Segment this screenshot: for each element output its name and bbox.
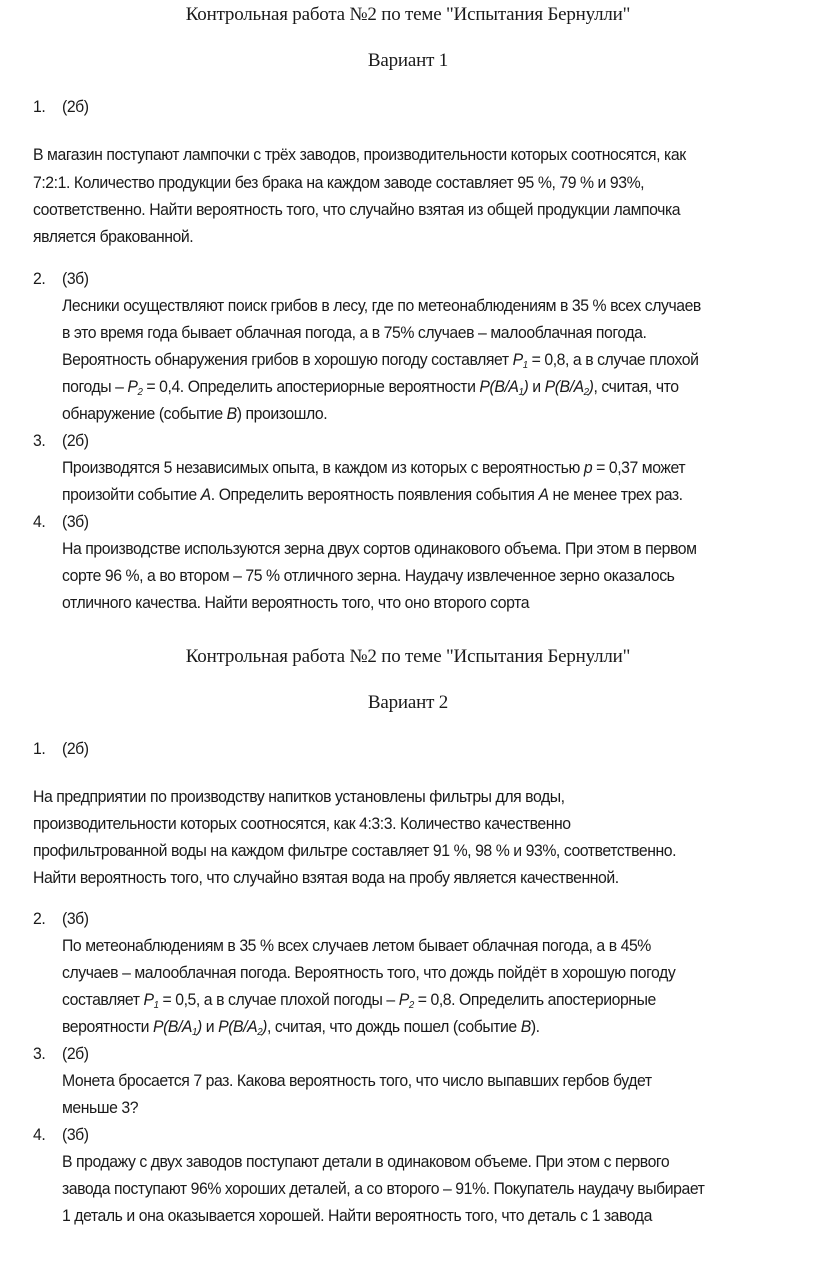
text-span: = 0,5, а в случае плохой погоды – — [158, 991, 399, 1009]
text-span: произойти событие — [62, 486, 201, 504]
text-span: = 0,8, а в случае плохой — [527, 351, 699, 369]
task-text-line — [62, 378, 679, 398]
document-heading: Контрольная работа №2 по теме "Испытания Бернулли" — [185, 4, 631, 25]
task-text-line: На производстве используются зерна двух сортов одинакового объема. При этом в первом — [62, 540, 697, 558]
text-span: и — [201, 1018, 219, 1036]
task-text-line — [62, 486, 683, 505]
task-text-line: случаев – малооблачная погода. Вероятность того, что дождь пойдёт в хорошую погоду — [62, 964, 676, 982]
task-points: (2б) — [62, 432, 89, 450]
text-span: , считая, что — [593, 378, 679, 396]
task-number: 4. — [33, 1126, 46, 1144]
task-text-line: Лесники осуществляют поиск грибов в лесу, где по метеонаблюдениям в 35 % всех случаев — [62, 297, 701, 315]
task-text-line — [62, 459, 685, 478]
text-span: обнаружение (событие — [62, 405, 227, 423]
text-span: не менее трех раз. — [548, 486, 683, 504]
task-text-line: 1 деталь и она оказывается хорошей. Найти вероятность того, что деталь с 1 завода — [62, 1207, 652, 1225]
task-number: 1. — [33, 740, 46, 758]
variant-label: Вариант 1 — [367, 50, 449, 71]
text-span: = 0,4. Определить апостериорные вероятности — [142, 378, 480, 396]
task-points: (2б) — [62, 740, 89, 758]
formula-a: A — [200, 486, 211, 504]
formula-pba2: $P(B/A_2)$ — [218, 1018, 268, 1038]
formula-a: A — [538, 486, 549, 504]
formula-p2: $P_2$ — [127, 378, 143, 398]
formula-p1: $P_1$ — [512, 351, 528, 371]
text-span: Производятся 5 независимых опыта, в каждом из которых с вероятностью — [62, 459, 584, 477]
task-number: 2. — [33, 910, 46, 928]
task-points: (3б) — [62, 910, 89, 928]
task-text-line: отличного качества. Найти вероятность того, что оно второго сорта — [62, 594, 530, 612]
text-span: . Определить вероятность появления события — [210, 486, 539, 504]
task-text-line: в это время года бывает облачная погода, а в 75% случаев – малооблачная погода. — [62, 324, 647, 342]
task-text-line — [62, 1018, 540, 1038]
task-text-line — [62, 991, 656, 1011]
task-text-line: завода поступают 96% хороших деталей, а со второго – 91%. Покупатель наудачу выбирает — [62, 1180, 705, 1198]
task-text-line: По метеонаблюдениям в 35 % всех случаев летом бывает облачная погода, а в 45% — [62, 937, 651, 955]
task-text-line: В магазин поступают лампочки с трёх заводов, производительности которых соотносятся, как — [33, 146, 686, 164]
task-points: (2б) — [62, 1045, 89, 1063]
text-span: ) произошло. — [236, 405, 328, 423]
formula-pba1: $P(B/A_1)$ — [152, 1018, 202, 1038]
task-number: 3. — [33, 432, 46, 450]
task-number: 2. — [33, 270, 46, 288]
task-text-line — [62, 405, 327, 424]
formula-p: p — [583, 459, 593, 477]
task-text-line: В продажу с двух заводов поступают детали в одинаковом объеме. При этом с первого — [62, 1153, 670, 1171]
task-text-line: сорте 96 %, а во втором – 75 % отличного зерна. Наудачу извлеченное зерно оказалось — [62, 567, 675, 585]
formula-b: B — [520, 1018, 531, 1036]
formula-p1: $P_1$ — [143, 991, 159, 1011]
text-span: = 0,8. Определить апостериорные — [413, 991, 656, 1009]
text-span: , считая, что дождь пошел (событие — [267, 1018, 521, 1036]
task-number: 3. — [33, 1045, 46, 1063]
task-text-line: На предприятии по производству напитков установлены фильтры для воды, — [33, 788, 565, 806]
task-text-line — [62, 351, 699, 371]
task-points: (3б) — [62, 1126, 89, 1144]
document-heading: Контрольная работа №2 по теме "Испытания Бернулли" — [185, 646, 631, 667]
formula-b: B — [226, 405, 237, 423]
task-points: (2б) — [62, 98, 89, 116]
task-points: (3б) — [62, 513, 89, 531]
task-text-line: профильтрованной воды на каждом фильтре составляет 91 %, 98 % и 93%, соответственно. — [33, 842, 677, 860]
formula-p2: $P_2$ — [398, 991, 414, 1011]
task-text-line: Монета бросается 7 раз. Какова вероятность того, что число выпавших гербов будет — [62, 1072, 652, 1090]
task-text-line: Найти вероятность того, что случайно взятая вода на пробу является качественной. — [33, 869, 619, 887]
task-points: (3б) — [62, 270, 89, 288]
text-span: ). — [530, 1018, 540, 1036]
task-number: 1. — [33, 98, 46, 116]
formula-pba2: $P(B/A_2)$ — [544, 378, 594, 398]
text-span: вероятности — [62, 1018, 153, 1036]
variant-label: Вариант 2 — [367, 692, 449, 713]
task-text-line: соответственно. Найти вероятность того, что случайно взятая из общей продукции лампочка — [33, 201, 681, 219]
task-number: 4. — [33, 513, 46, 531]
formula-pba1: $P(B/A_1)$ — [479, 378, 529, 398]
task-text-line: 7:2:1. Количество продукции без брака на каждом заводе составляет 95 %, 79 % и 93%, — [33, 174, 645, 192]
task-text-line: меньше 3? — [62, 1099, 139, 1117]
text-span: = 0,37 может — [592, 459, 686, 477]
task-text-line: является бракованной. — [33, 228, 194, 246]
text-span: и — [528, 378, 545, 396]
text-span: Вероятность обнаружения грибов в хорошую погоду составляет — [62, 351, 513, 369]
text-span: погоды – — [62, 378, 128, 396]
task-text-line: производительности которых соотносятся, как 4:3:3. Количество качественно — [33, 815, 571, 833]
text-span: составляет — [62, 991, 144, 1009]
